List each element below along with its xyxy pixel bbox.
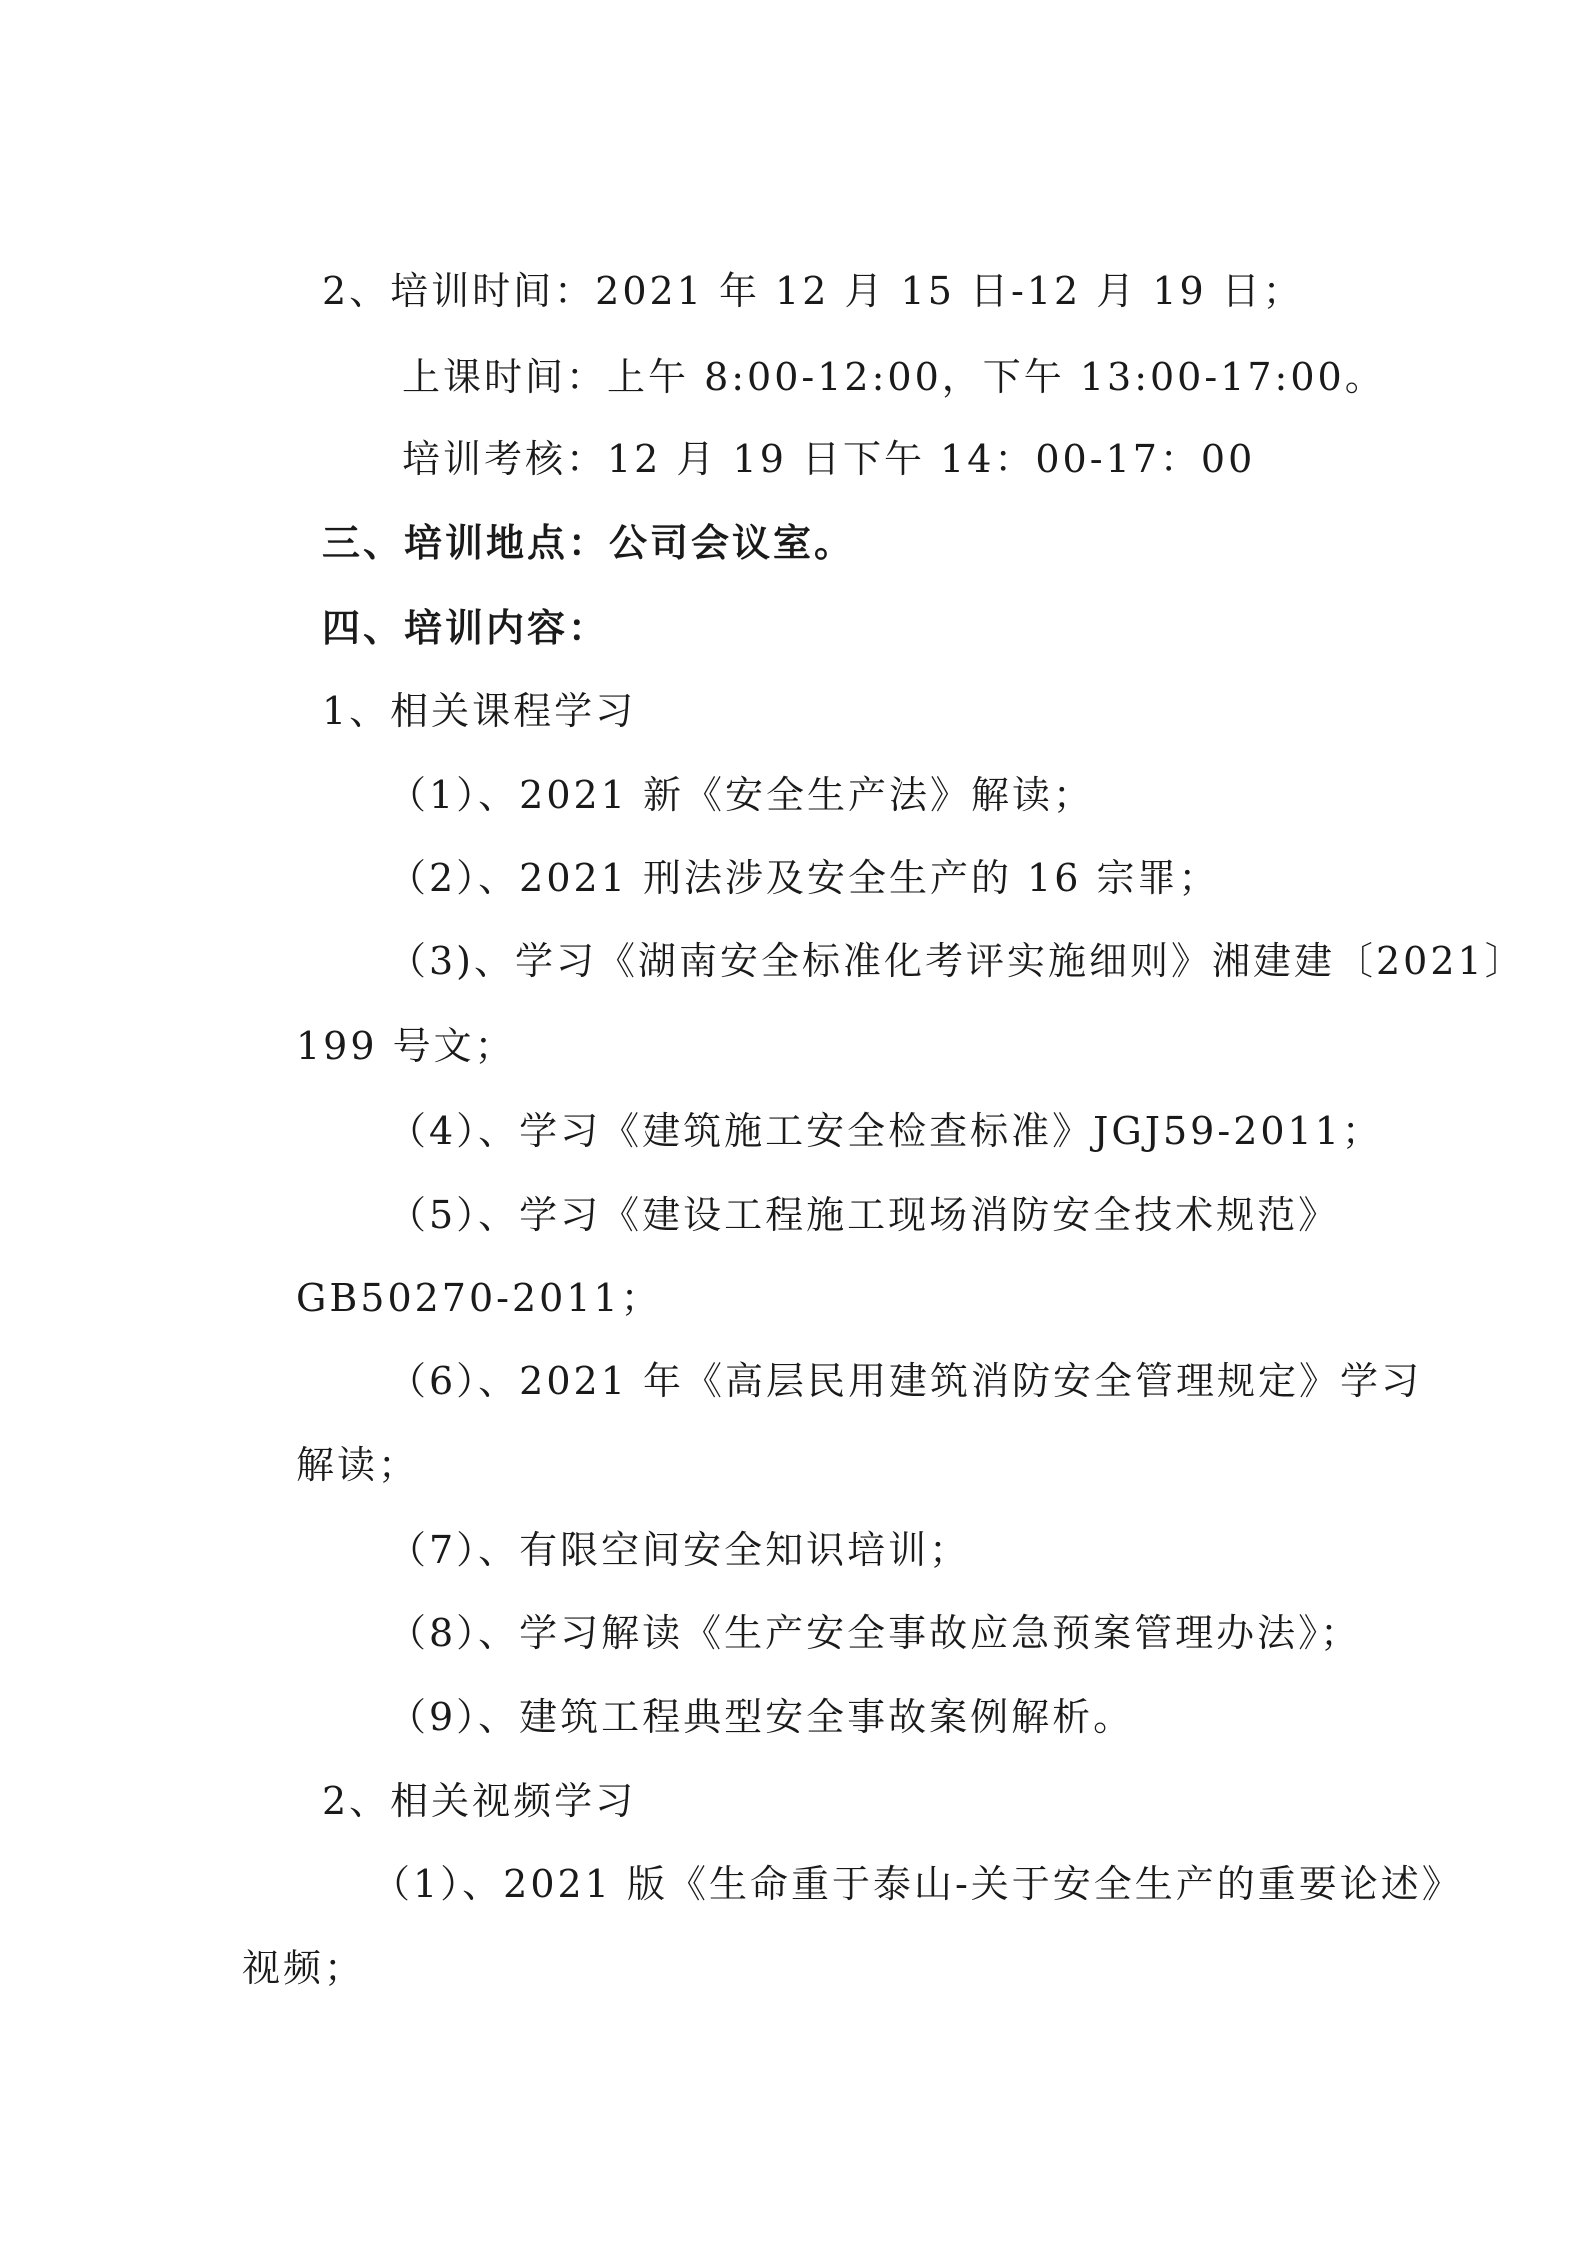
course-item-4: （4）、学习《建筑施工安全检查标准》JGJ59-2011；	[388, 1109, 1383, 1153]
subheading-videos: 2、相关视频学习	[322, 1779, 637, 1823]
course-item-5-cont: GB50270-2011；	[296, 1276, 662, 1320]
course-item-6: （6）、2021 年《高层民用建筑消防安全管理规定》学习	[388, 1359, 1422, 1403]
video-item-1: （1）、2021 版《生命重于泰山-关于安全生产的重要论述》	[372, 1862, 1463, 1906]
course-item-1: （1）、2021 新《安全生产法》解读；	[388, 773, 1094, 817]
section-heading-content: 四、培训内容：	[322, 606, 610, 650]
course-item-5: （5）、学习《建设工程施工现场消防安全技术规范》	[388, 1193, 1340, 1237]
subheading-courses: 1、相关课程学习	[322, 689, 637, 733]
video-item-1-cont: 视频；	[242, 1946, 366, 1990]
course-item-6-cont: 解读；	[296, 1443, 420, 1487]
course-item-3-cont: 199 号文；	[296, 1024, 516, 1068]
course-item-2: （2）、2021 刑法涉及安全生产的 16 宗罪；	[388, 856, 1220, 900]
training-exam-line: 培训考核：12 月 19 日下午 14：00-17：00	[402, 437, 1256, 481]
class-time-line: 上课时间：上午 8:00-12:00，下午 13:00-17:00。	[402, 355, 1386, 399]
course-item-7: （7）、有限空间安全知识培训；	[388, 1528, 971, 1572]
course-item-8: （8）、学习解读《生产安全事故应急预案管理办法》；	[388, 1611, 1362, 1655]
training-time-line: 2、培训时间：2021 年 12 月 15 日-12 月 19 日；	[322, 269, 1304, 313]
section-heading-location: 三、培训地点：公司会议室。	[322, 521, 856, 565]
course-item-3: （3)、学习《湖南安全标准化考评实施细则》湘建建〔2021〕	[388, 939, 1526, 983]
course-item-9: （9）、建筑工程典型安全事故案例解析。	[388, 1695, 1135, 1739]
